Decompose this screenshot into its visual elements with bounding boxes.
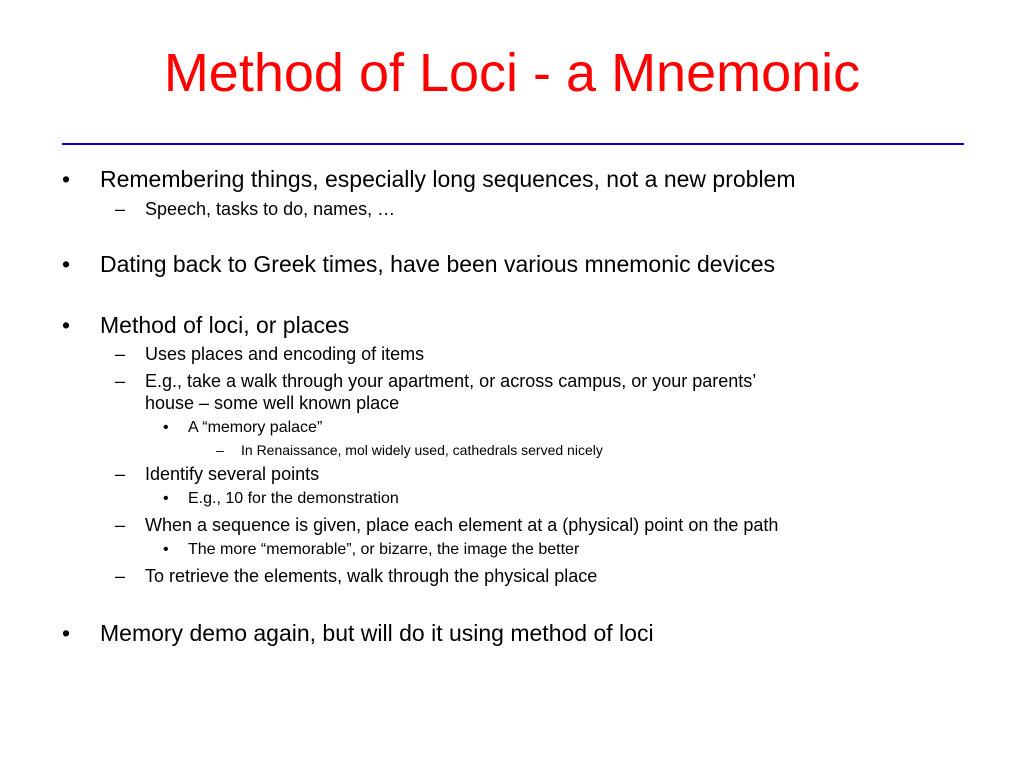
- sub-sub-item-ten-points: E.g., 10 for the demonstration: [188, 490, 399, 507]
- bullet-marker: •: [62, 251, 71, 277]
- dash-marker: –: [115, 199, 126, 219]
- level4-item-renaissance: In Renaissance, mol widely used, cathedrals served nicely: [241, 442, 603, 458]
- sub-item-take-a-walk-continued: house – some well known place: [145, 393, 400, 413]
- sub-item-speech: Speech, tasks to do, names, …: [145, 199, 396, 219]
- bullet-item-method-of-loci: Method of loci, or places: [100, 312, 350, 338]
- sub-item-retrieve: To retrieve the elements, walk through the physical place: [145, 566, 598, 586]
- bullet-marker: •: [163, 490, 169, 507]
- dash-marker: –: [115, 566, 126, 586]
- bullet-marker: •: [163, 419, 169, 436]
- dash-marker: –: [115, 515, 126, 535]
- sub-item-take-a-walk: E.g., take a walk through your apartment, or across campus, or your parents’: [145, 371, 757, 391]
- bullet-marker: •: [62, 312, 71, 338]
- title-divider: [62, 143, 964, 145]
- bullet-item-remembering: Remembering things, especially long sequences, not a new problem: [100, 166, 796, 192]
- dash-marker: –: [216, 442, 224, 458]
- bullet-item-memory-demo: Memory demo again, but will do it using method of loci: [100, 620, 654, 646]
- sub-item-sequence-given: When a sequence is given, place each element at a (physical) point on the path: [145, 515, 779, 535]
- sub-item-uses-places: Uses places and encoding of items: [145, 344, 425, 364]
- sub-sub-item-memory-palace: A “memory palace”: [188, 419, 323, 436]
- dash-marker: –: [115, 344, 126, 364]
- bullet-item-greek-times: Dating back to Greek times, have been various mnemonic devices: [100, 251, 775, 277]
- bullet-marker: •: [163, 541, 169, 558]
- dash-marker: –: [115, 464, 126, 484]
- sub-item-identify-points: Identify several points: [145, 464, 320, 484]
- bullet-marker: •: [62, 166, 71, 192]
- slide-title: Method of Loci - a Mnemonic: [163, 43, 861, 103]
- bullet-marker: •: [62, 620, 71, 646]
- dash-marker: –: [115, 371, 126, 391]
- sub-sub-item-memorable: The more “memorable”, or bizarre, the image the better: [188, 541, 580, 558]
